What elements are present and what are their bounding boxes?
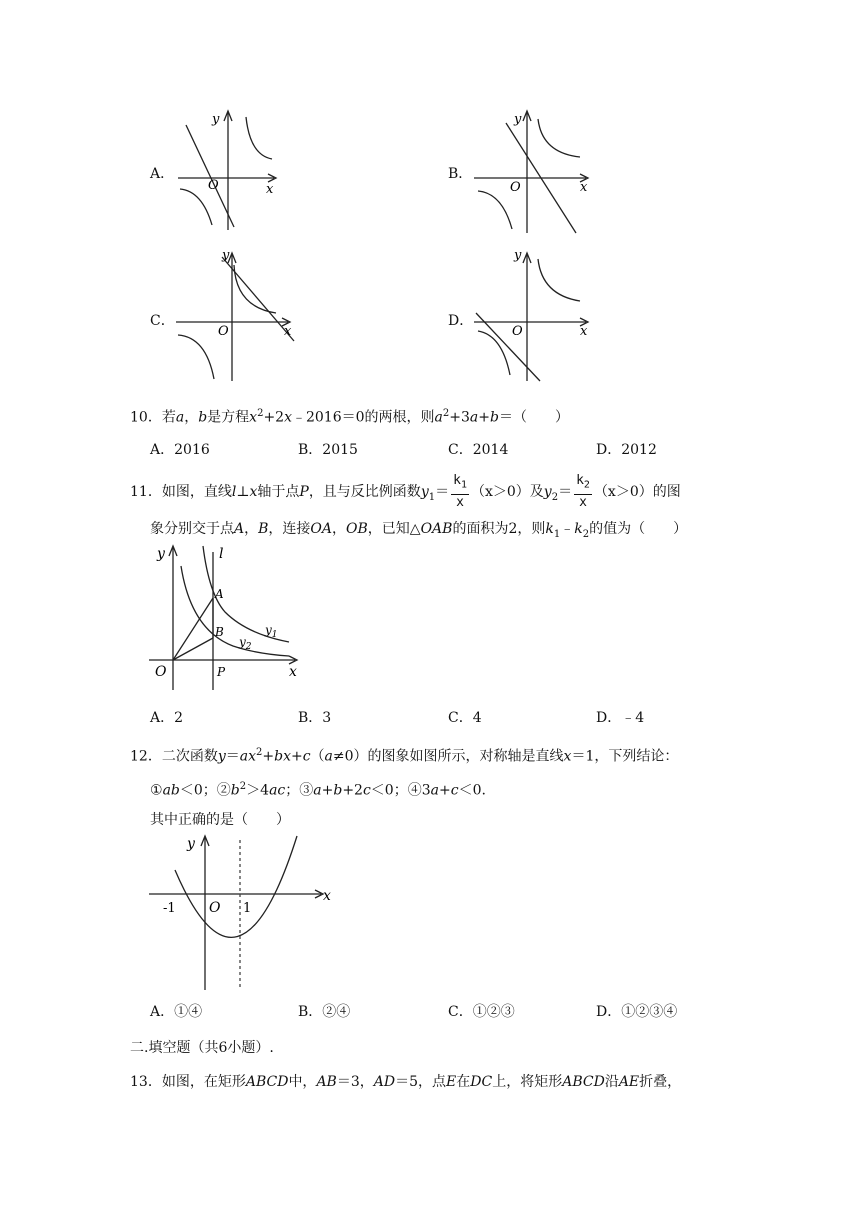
- q12-f-bx: bx: [274, 748, 291, 765]
- q11-eq1: ＝: [435, 484, 450, 500]
- q11-line2-b: ，连接: [268, 521, 311, 537]
- q10-number: 10．: [130, 409, 162, 426]
- q12-c3-b: b: [333, 782, 343, 799]
- q9-a-x-label: x: [266, 182, 274, 197]
- q11-option-a-value: 2: [174, 710, 184, 726]
- q11-c1: ，: [244, 521, 259, 537]
- q12-fig-O: O: [209, 900, 221, 916]
- q12-c2: b: [230, 782, 240, 799]
- q11-k2-num: k: [576, 473, 584, 489]
- q9-option-a-letter: A．: [150, 166, 175, 182]
- q10-eq-rest: +2: [263, 409, 285, 426]
- q12-f-plus2: +: [290, 748, 303, 765]
- q9-d-origin: O: [512, 324, 523, 339]
- q11-cond1: （x＞0）及: [470, 484, 544, 500]
- q10-ans-tail: ＝（ ）: [498, 409, 569, 426]
- q11-B: B: [258, 521, 269, 537]
- q11-fig-y2-sub: 2: [245, 642, 252, 652]
- q12-c4-a: a: [430, 782, 439, 799]
- q11-eq2: ＝: [558, 484, 573, 500]
- q13-AD: AD: [373, 1074, 396, 1090]
- q12-line3: 其中正确的是（ ）: [150, 812, 290, 828]
- q12-option-a: [150, 1002, 202, 1022]
- q12-option-c-value: ①②③: [472, 1004, 515, 1020]
- q11-fig-y1-sub: 1: [271, 630, 278, 640]
- q12-option-c-letter: C．: [448, 1004, 473, 1020]
- q12-c2-mid: ＞4: [246, 782, 270, 799]
- q11-option-d-letter: D．: [596, 710, 622, 726]
- q13-t3: ＝3，: [336, 1074, 374, 1090]
- q11-line2-a: 象分别交于点: [150, 521, 234, 537]
- q12-option-b-letter: B．: [298, 1004, 323, 1020]
- q10-sep: ，: [184, 409, 199, 426]
- q9-option-d-letter: D．: [448, 313, 474, 329]
- q11-option-b: [298, 708, 331, 728]
- q11-number: 11．: [130, 484, 162, 500]
- q10-option-a-letter: A．: [150, 442, 175, 458]
- q11-line1: [130, 472, 681, 518]
- q11-fig-B: B: [215, 625, 224, 639]
- q9-graph-a: [170, 105, 290, 235]
- q9-d-y-label: y: [514, 248, 522, 263]
- q9-b-x-label: x: [580, 180, 588, 195]
- q13-t2: 中，: [288, 1074, 317, 1090]
- q13-t6: 上，将矩形: [492, 1074, 563, 1090]
- q12-c3-p1: +: [321, 782, 334, 799]
- q11-k1-num-sub: 1: [460, 479, 467, 491]
- q13-t1: 如图，在矩形: [161, 1074, 246, 1090]
- q12-option-c: [448, 1002, 515, 1022]
- q11-fig-A: A: [215, 587, 224, 601]
- q12-option-a-value: ①④: [174, 1004, 203, 1020]
- q11-text-b: 轴于点: [257, 484, 300, 500]
- q13-t7: 沿: [604, 1074, 619, 1090]
- q11-cond2: （x＞0）的图: [593, 484, 681, 500]
- q11-fig-l: l: [219, 546, 224, 562]
- q12-f-eq: ＝: [225, 748, 240, 765]
- q11-option-d: [596, 708, 644, 728]
- q12-option-b: [298, 1002, 350, 1022]
- q12-line1: [130, 743, 678, 767]
- q9-a-y-label: y: [212, 112, 220, 127]
- q9-graph-d: [470, 245, 595, 385]
- q13-E: E: [446, 1074, 457, 1090]
- q10-eq-tail: ﹣2016＝0的两根，则: [291, 409, 435, 426]
- q9-d-x-label: x: [580, 324, 588, 339]
- q12-c3-a: a: [313, 782, 322, 799]
- q12-cond-a: （: [310, 748, 325, 765]
- q10-var-a: a: [175, 409, 185, 426]
- q12-option-d-value: ①②③④: [621, 1004, 678, 1020]
- q11-option-c-letter: C．: [448, 710, 473, 726]
- q10-var-b: b: [198, 409, 208, 426]
- q13-ABCD: ABCD: [245, 1074, 289, 1090]
- q12-fig-x: x: [323, 888, 331, 904]
- q12-c4-mark: ④: [407, 782, 422, 799]
- q11-line2-e: 的值为（ ）: [589, 521, 688, 537]
- q11-k2-num-sub: 2: [583, 479, 590, 491]
- q12-cond-var: a: [324, 748, 333, 765]
- q11-frac-k1: [451, 473, 469, 511]
- q11-option-c: [448, 708, 482, 728]
- q10-option-c-value: 2014: [472, 442, 509, 458]
- q12-fig-y: y: [187, 836, 195, 852]
- q9-a-origin: O: [208, 178, 219, 193]
- q11-y2: y: [543, 484, 552, 500]
- q11-fig-x: x: [289, 664, 297, 680]
- q12-c1-mark: ①: [150, 782, 163, 799]
- q12-text-b: ＝1，下列结论：: [571, 748, 679, 765]
- q11-y1-sub: 1: [428, 491, 436, 503]
- q13-t4: ＝5，点: [395, 1074, 447, 1090]
- q11-option-b-value: 3: [322, 710, 332, 726]
- q13-ABCD2: ABCD: [562, 1074, 605, 1090]
- q11-l: l: [231, 484, 237, 500]
- q13-DC: DC: [470, 1074, 493, 1090]
- q9-graph-b: [470, 105, 595, 240]
- q11-text-a: 如图，直线: [161, 484, 232, 500]
- q11-k1-num: k: [453, 473, 461, 489]
- q11-option-d-value: ﹣4: [621, 710, 645, 726]
- q11-option-c-value: 4: [472, 710, 482, 726]
- q10-text: 若: [161, 409, 176, 426]
- q11-OA: OA: [310, 521, 333, 537]
- q11-k2-sub: 2: [582, 528, 590, 540]
- q9-option-c-letter: C．: [150, 313, 175, 329]
- q11-c2: ，: [332, 521, 347, 537]
- q12-c3-mark: ③: [299, 782, 314, 799]
- q10-option-a-value: 2016: [174, 442, 210, 458]
- q9-c-x-label: x: [284, 324, 292, 339]
- q10-ans-plus: +: [478, 409, 490, 426]
- q13-t8: 折叠，: [639, 1074, 682, 1090]
- q9-option-b-letter: B．: [448, 166, 473, 182]
- q11-k1-sub: 1: [553, 528, 561, 540]
- q10-option-d-letter: D．: [596, 442, 622, 458]
- q10-eq-x2: x: [284, 409, 292, 426]
- q11-minus: ﹣: [560, 521, 575, 537]
- q9-options: [0, 0, 860, 400]
- q11-line2-d: 的面积为2，则: [452, 521, 546, 537]
- q12-f-plus1: +: [262, 748, 275, 765]
- q11-k2-den: x: [579, 494, 587, 510]
- q9-c-origin: O: [218, 324, 229, 339]
- q12-number: 12．: [130, 748, 162, 765]
- q10-eq-x: x: [249, 409, 258, 426]
- q11-option-b-letter: B．: [298, 710, 323, 726]
- q12-c2-ac: ac: [269, 782, 286, 799]
- q12-option-b-value: ②④: [322, 1004, 351, 1020]
- q11-k2: k: [574, 521, 583, 537]
- q10-option-d: [596, 440, 657, 460]
- q10-stem: [130, 404, 569, 428]
- q11-frac-k2: [574, 473, 592, 511]
- q10-option-c: [448, 440, 508, 460]
- q12-c4-c: c: [450, 782, 459, 799]
- q10-text-b: 是方程: [207, 409, 250, 426]
- q11-x: x: [249, 484, 258, 500]
- q9-graph-c: [172, 245, 302, 385]
- q11-option-a: [150, 708, 183, 728]
- q11-OAB: OAB: [420, 521, 453, 537]
- q10-option-c-letter: C．: [448, 442, 473, 458]
- q10-ans-a2: a: [469, 409, 479, 426]
- q13-AB: AB: [316, 1074, 337, 1090]
- q12-c1: ab: [162, 782, 180, 799]
- q9-c-y-label: y: [222, 248, 230, 263]
- q10-ans-b: b: [490, 409, 499, 426]
- q10-option-b-letter: B．: [298, 442, 323, 458]
- q11-perp: ⊥: [236, 484, 250, 500]
- q12-c3-tail: ＜0；: [370, 782, 408, 799]
- q12-text-a: 二次函数: [161, 748, 218, 765]
- q12-c2-sup: 2: [239, 781, 247, 792]
- q12-c2-mark: ②: [216, 782, 231, 799]
- q11-k1: k: [545, 521, 554, 537]
- q12-conclusions: [150, 777, 486, 801]
- q12-f-c: c: [302, 748, 311, 765]
- q12-fig-one: 1: [243, 901, 252, 916]
- q11-y2-sub: 2: [551, 491, 559, 503]
- q12-figure: [145, 830, 335, 995]
- q10-ans-sup: 2: [442, 408, 450, 419]
- q13-number: 13．: [130, 1074, 162, 1090]
- q13-AE: AE: [618, 1074, 640, 1090]
- q11-figure: [145, 540, 310, 695]
- q12-c3-c: c: [362, 782, 371, 799]
- q12-c1-tail: ＜0；: [179, 782, 217, 799]
- q12-fig-neg1: -1: [163, 901, 176, 916]
- q11-option-a-letter: A．: [150, 710, 175, 726]
- q11-fig-y1-y: y: [265, 623, 272, 637]
- q11-fig-y2: [238, 635, 252, 652]
- q11-line2-c: ，已知△: [367, 521, 421, 537]
- q10-option-d-value: 2012: [621, 442, 657, 458]
- q11-fig-O: O: [155, 664, 167, 680]
- q11-OB: OB: [346, 521, 368, 537]
- q11-fig-y2-y: y: [239, 635, 246, 649]
- q12-c4-p: +: [439, 782, 451, 799]
- q12-axis-x: x: [563, 748, 572, 765]
- q11-fig-P: P: [217, 665, 226, 679]
- q11-y1: y: [420, 484, 429, 500]
- q12-option-d-letter: D．: [596, 1004, 622, 1020]
- q12-option-a-letter: A．: [150, 1004, 175, 1020]
- q11-A: A: [234, 521, 245, 537]
- q12-c2-tail: ；: [285, 782, 300, 799]
- q9-b-y-label: y: [514, 112, 522, 127]
- q11-k1-den: x: [456, 494, 464, 510]
- q12-f-ax: ax: [239, 748, 256, 765]
- q10-eq-sup: 2: [257, 408, 264, 419]
- q10-ans-a: a: [434, 409, 443, 426]
- section-title-fill-in: 二.填空题（共6小题）.: [130, 1040, 274, 1056]
- q9-b-origin: O: [510, 180, 521, 195]
- q11-text-c: ，且与反比例函数: [308, 484, 421, 500]
- q12-c3-p2: +2: [342, 782, 363, 799]
- q12-c4-tail: ＜0.: [458, 782, 486, 799]
- q12-f-y: y: [217, 748, 226, 765]
- q12-option-d: [596, 1002, 677, 1022]
- q10-option-b: [298, 440, 358, 460]
- q11-P: P: [299, 484, 309, 500]
- q10-ans-mid: +3: [449, 409, 470, 426]
- q12-cond-b: ≠0）的图象如图所示，对称轴是直线: [332, 748, 564, 765]
- q13-t5: 在: [456, 1074, 471, 1090]
- q12-c4-3: 3: [421, 782, 431, 799]
- q11-fig-y: y: [157, 546, 165, 562]
- q10-option-a: [150, 440, 210, 460]
- q10-option-b-value: 2015: [322, 442, 358, 458]
- q13-line1: [130, 1072, 681, 1092]
- q12-f-sup: 2: [256, 747, 263, 758]
